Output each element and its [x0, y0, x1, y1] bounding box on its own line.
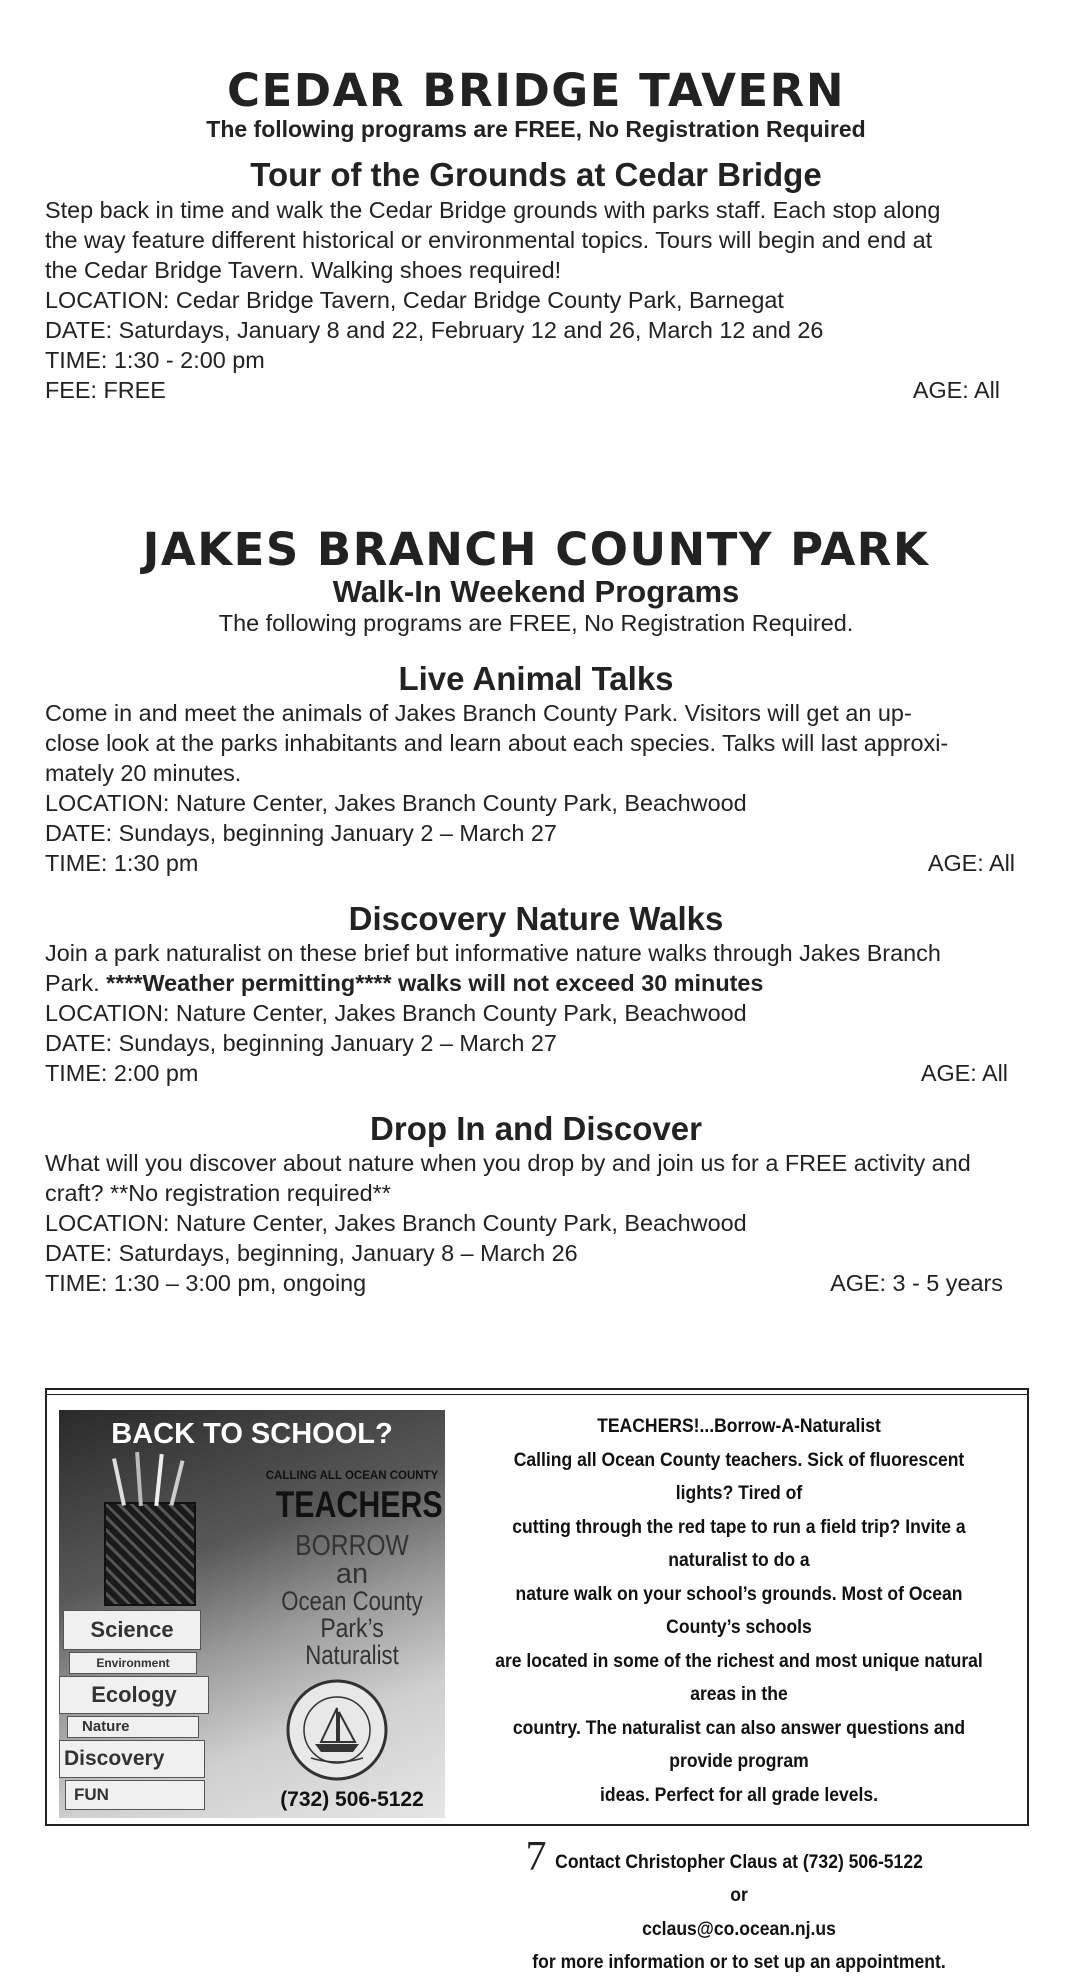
image-calling: CALLING ALL OCEAN COUNTY	[265, 1470, 439, 1482]
image-phone: (732) 506-5122	[280, 1788, 424, 1811]
image-naturalist: Naturalist	[305, 1640, 399, 1670]
promo-heading: TEACHERS!...Borrow-A-Naturalist	[597, 1415, 881, 1437]
tour-body	[45, 195, 1035, 405]
cedar-bridge-heading: CEDAR BRIDGE TAVERN	[226, 64, 845, 117]
tour-line: the Cedar Bridge Tavern. Walking shoes required!	[45, 257, 562, 283]
walks-date: DATE: Sundays, beginning January 2 – March 27	[45, 1030, 557, 1056]
animal-talks-title: Live Animal Talks	[398, 660, 674, 697]
pencil-icon	[112, 1458, 126, 1506]
walks-time: TIME: 2:00 pm	[45, 1060, 199, 1086]
drop-time: TIME: 1:30 – 3:00 pm, ongoing	[45, 1270, 367, 1296]
walks-age: AGE: All	[920, 1060, 1008, 1086]
promo-line: cutting through the red tape to run a field trip? Invite a naturalist to do a	[512, 1515, 966, 1571]
nature-walks-body	[45, 938, 1035, 1088]
nature-walks-title: Discovery Nature Walks	[348, 900, 724, 937]
pencil-icon	[135, 1452, 143, 1506]
book-fun: FUN	[65, 1780, 205, 1810]
image-an: an	[335, 1558, 369, 1590]
animal-date: DATE: Sundays, beginning January 2 – March 27	[45, 820, 557, 846]
walks-weather-note: ****Weather permitting**** walks will not exceed 30 minutes	[106, 970, 764, 996]
image-parks: Park’s	[320, 1613, 384, 1643]
animal-location: LOCATION: Nature Center, Jakes Branch County Park, Beachwood	[45, 790, 747, 816]
walks-line: Join a park naturalist on these brief but informative nature walks through Jakes Branch	[45, 940, 941, 966]
promo-line: Calling all Ocean County teachers. Sick of fluorescent lights? Tired of	[513, 1448, 965, 1504]
promo-closing: for more information or to set up an appointment.	[532, 1951, 946, 1973]
image-ocean-county: Ocean County	[281, 1586, 423, 1616]
jakes-branch-note: The following programs are FREE, No Registration Required.	[218, 610, 854, 636]
animal-line: Come in and meet the animals of Jakes Branch County Park. Visitors will get an up-	[45, 700, 912, 726]
promo-line: country. The naturalist can also answer questions and provide program	[512, 1716, 966, 1772]
image-headline: BACK TO SCHOOL?	[111, 1418, 393, 1450]
book-environment: Environment	[69, 1652, 197, 1674]
promo-or: or	[730, 1884, 748, 1906]
promo-contact: Contact Christopher Claus at (732) 506-5122	[555, 1850, 923, 1873]
ocean-county-seal-icon	[285, 1678, 389, 1782]
tour-line: the way feature different historical or environmental topics. Tours will begin and end at	[45, 227, 933, 253]
animal-talks-body	[45, 698, 1035, 878]
animal-time: TIME: 1:30 pm	[45, 850, 199, 876]
pencil-icon	[169, 1460, 184, 1506]
image-borrow: BORROW	[295, 1530, 409, 1562]
pencil-cup-icon	[104, 1502, 196, 1606]
page-number: 7	[525, 1834, 547, 1880]
tour-line: Step back in time and walk the Cedar Bridge grounds with parks staff. Each stop along	[45, 197, 941, 223]
tour-age: AGE: All	[912, 377, 1000, 403]
animal-line: mately 20 minutes.	[45, 760, 242, 786]
animal-age: AGE: All	[927, 850, 1015, 876]
tour-fee: FEE: FREE	[45, 377, 166, 403]
drop-age: AGE: 3 - 5 years	[830, 1270, 1003, 1296]
jakes-branch-subtitle: Walk-In Weekend Programs	[332, 574, 740, 609]
promo-email: cclaus@co.ocean.nj.us	[642, 1917, 836, 1940]
tour-date: DATE: Saturdays, January 8 and 22, February 12 and 26, March 12 and 26	[45, 317, 824, 343]
walks-location: LOCATION: Nature Center, Jakes Branch County Park, Beachwood	[45, 1000, 747, 1026]
tour-title: Tour of the Grounds at Cedar Bridge	[250, 156, 822, 193]
tour-location: LOCATION: Cedar Bridge Tavern, Cedar Bridge County Park, Barnegat	[45, 287, 784, 313]
book-science: Science	[63, 1610, 201, 1650]
promo-line: are located in some of the richest and most unique natural areas in the	[495, 1649, 983, 1705]
promo-line: ideas. Perfect for all grade levels.	[599, 1783, 879, 1806]
drop-date: DATE: Saturdays, beginning, January 8 – March 26	[45, 1240, 578, 1266]
tour-time: TIME: 1:30 - 2:00 pm	[45, 347, 265, 373]
cedar-bridge-subtitle: The following programs are FREE, No Registration Required	[206, 116, 866, 142]
jakes-branch-heading: JAKES BRANCH COUNTY PARK	[142, 523, 930, 576]
drop-in-body	[45, 1148, 1035, 1298]
image-teachers: TEACHERS	[275, 1484, 443, 1525]
promo-line: nature walk on your school’s grounds. Most of Ocean County’s schools	[515, 1582, 963, 1638]
animal-line: close look at the parks inhabitants and learn about each species. Talks will last approxi-	[45, 730, 949, 756]
borrow-a-naturalist-ad	[45, 1388, 1029, 1973]
walks-line-2	[45, 968, 1035, 998]
walks-line-pre: Park.	[45, 970, 107, 996]
book-discovery: Discovery	[59, 1740, 205, 1778]
book-nature: Nature	[67, 1716, 199, 1738]
back-to-school-image	[59, 1410, 445, 1818]
drop-line: craft? **No registration required**	[45, 1180, 391, 1206]
drop-in-title: Drop In and Discover	[370, 1110, 702, 1147]
book-ecology: Ecology	[59, 1676, 209, 1714]
drop-location: LOCATION: Nature Center, Jakes Branch County Park, Beachwood	[45, 1210, 747, 1236]
pencil-icon	[154, 1454, 163, 1506]
borrow-a-naturalist-text	[485, 1410, 993, 1980]
drop-line: What will you discover about nature when you drop by and join us for a FREE activity and	[45, 1150, 971, 1176]
